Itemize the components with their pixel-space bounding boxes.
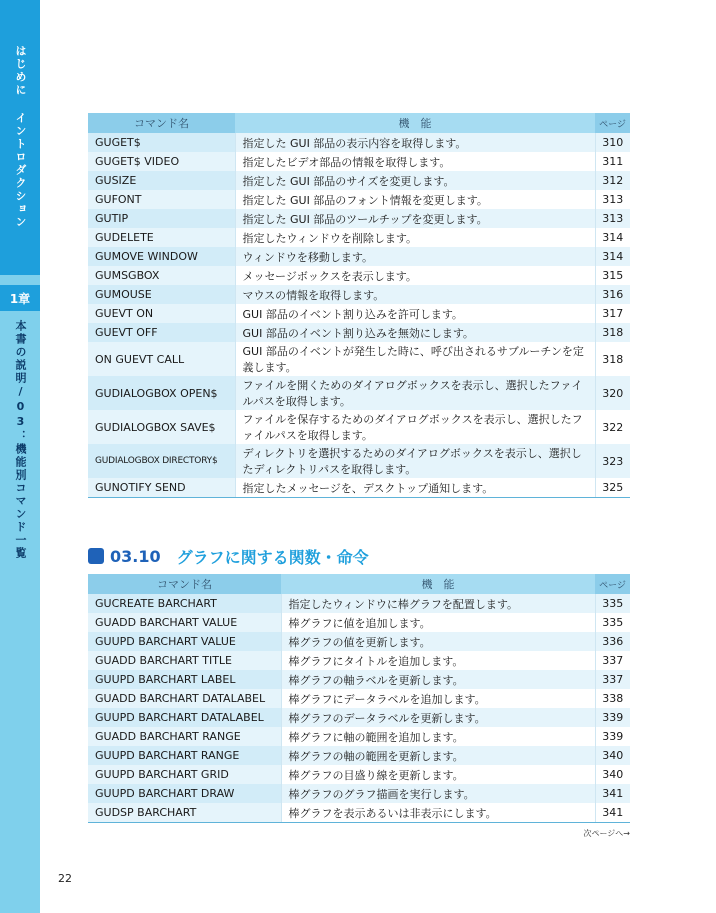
description-cell: 棒グラフに軸の範囲を追加します。 <box>281 727 595 746</box>
table-row <box>88 266 630 285</box>
description-cell: 棒グラフに値を追加します。 <box>281 613 595 632</box>
header-function: 機 能 <box>235 113 595 133</box>
command-cell: GUDELETE <box>88 228 235 247</box>
page-cell: 335 <box>595 613 630 632</box>
command-cell: GUCREATE BARCHART <box>88 594 281 613</box>
table-header <box>88 113 630 133</box>
table-row <box>88 478 630 498</box>
command-cell: GUGET$ VIDEO <box>88 152 235 171</box>
command-cell: GUADD BARCHART VALUE <box>88 613 281 632</box>
description-cell: マウスの情報を取得します。 <box>235 285 595 304</box>
description-cell: 指定した GUI 部品のツールチップを変更します。 <box>235 209 595 228</box>
continued-note: 次ページへ→ <box>583 829 630 838</box>
side-tab-bar <box>0 0 40 913</box>
page-cell: 341 <box>595 803 630 823</box>
command-cell: GUUPD BARCHART RANGE <box>88 746 281 765</box>
description-cell: 棒グラフにタイトルを追加します。 <box>281 651 595 670</box>
description-cell: ファイルを開くためのダイアログボックスを表示し、選択したファイルパスを取得します。 <box>235 376 595 410</box>
command-cell: GUDIALOGBOX DIRECTORY$ <box>88 444 235 478</box>
command-cell: GUTIP <box>88 209 235 228</box>
description-cell: メッセージボックスを表示します。 <box>235 266 595 285</box>
section-title: グラフに関する関数・命令 <box>176 547 369 567</box>
description-cell: 指定した GUI 部品のフォント情報を変更します。 <box>235 190 595 209</box>
header-page: ページ <box>595 574 630 594</box>
table-row <box>88 803 630 823</box>
command-cell: GUMSGBOX <box>88 266 235 285</box>
description-cell: 指定したビデオ部品の情報を取得します。 <box>235 152 595 171</box>
page-cell: 320 <box>595 376 630 410</box>
section-heading <box>88 546 369 566</box>
page-cell: 335 <box>595 594 630 613</box>
table-row <box>88 152 630 171</box>
page-cell: 322 <box>595 410 630 444</box>
page-cell: 315 <box>595 266 630 285</box>
page-cell: 311 <box>595 152 630 171</box>
page-cell: 310 <box>595 133 630 152</box>
page-cell: 340 <box>595 746 630 765</box>
table-row <box>88 708 630 727</box>
description-cell: 指定したメッセージを、デスクトップ通知します。 <box>235 478 595 498</box>
table-row <box>88 613 630 632</box>
page-cell: 314 <box>595 228 630 247</box>
table-row <box>88 342 630 376</box>
description-cell: GUI 部品のイベント割り込みを無効にします。 <box>235 323 595 342</box>
table-row <box>88 376 630 410</box>
table-row <box>88 784 630 803</box>
table-header <box>88 574 630 594</box>
command-cell: GUDIALOGBOX OPEN$ <box>88 376 235 410</box>
command-table-2 <box>88 574 630 823</box>
page-cell: 337 <box>595 670 630 689</box>
page-cell: 318 <box>595 323 630 342</box>
table-row <box>88 727 630 746</box>
description-cell: ディレクトリを選択するためのダイアログボックスを表示し、選択したディレクトリパスを取得します。 <box>235 444 595 478</box>
table-row <box>88 228 630 247</box>
table-row <box>88 304 630 323</box>
command-cell: GUNOTIFY SEND <box>88 478 235 498</box>
command-cell: GUGET$ <box>88 133 235 152</box>
table-row <box>88 285 630 304</box>
description-cell: ウィンドウを移動します。 <box>235 247 595 266</box>
command-cell: GUDIALOGBOX SAVE$ <box>88 410 235 444</box>
description-cell: 棒グラフのデータラベルを更新します。 <box>281 708 595 727</box>
header-function: 機 能 <box>281 574 595 594</box>
description-cell: 棒グラフのグラフ描画を実行します。 <box>281 784 595 803</box>
page-cell: 313 <box>595 190 630 209</box>
header-command: コマンド名 <box>88 113 235 133</box>
table-row <box>88 765 630 784</box>
page-cell: 313 <box>595 209 630 228</box>
page-cell: 314 <box>595 247 630 266</box>
command-cell: GUADD BARCHART TITLE <box>88 651 281 670</box>
table-body <box>88 133 630 498</box>
description-cell: 棒グラフの軸ラベルを更新します。 <box>281 670 595 689</box>
description-cell: 棒グラフの目盛り線を更新します。 <box>281 765 595 784</box>
table-row <box>88 670 630 689</box>
command-cell: GUFONT <box>88 190 235 209</box>
command-cell: GUUPD BARCHART LABEL <box>88 670 281 689</box>
description-cell: 棒グラフの値を更新します。 <box>281 632 595 651</box>
page-cell: 340 <box>595 765 630 784</box>
table-row <box>88 594 630 613</box>
header-page: ページ <box>595 113 630 133</box>
page-cell: 318 <box>595 342 630 376</box>
description-cell: 指定したウィンドウを削除します。 <box>235 228 595 247</box>
table-row <box>88 651 630 670</box>
description-cell: 棒グラフの軸の範囲を更新します。 <box>281 746 595 765</box>
table-row <box>88 209 630 228</box>
section-number: 03.10 <box>110 546 161 566</box>
command-cell: GUMOUSE <box>88 285 235 304</box>
command-cell: GUUPD BARCHART DRAW <box>88 784 281 803</box>
command-cell: GUADD BARCHART RANGE <box>88 727 281 746</box>
page-cell: 325 <box>595 478 630 498</box>
command-cell: GUMOVE WINDOW <box>88 247 235 266</box>
description-cell: 棒グラフを表示あるいは非表示にします。 <box>281 803 595 823</box>
page-cell: 323 <box>595 444 630 478</box>
command-cell: ON GUEVT CALL <box>88 342 235 376</box>
description-cell: ファイルを保存するためのダイアログボックスを表示し、選択したファイルパスを取得します。 <box>235 410 595 444</box>
command-cell: GUDSP BARCHART <box>88 803 281 823</box>
intro-side-label: はじめに イントロダクション <box>14 45 27 229</box>
page-cell: 317 <box>595 304 630 323</box>
table-row <box>88 444 630 478</box>
page-cell: 337 <box>595 651 630 670</box>
table-row <box>88 323 630 342</box>
chapter-side-label: 本書の説明/03：機能別コマンド一覧 <box>14 320 27 560</box>
header-command: コマンド名 <box>88 574 281 594</box>
description-cell: 指定した GUI 部品の表示内容を取得します。 <box>235 133 595 152</box>
page-cell: 312 <box>595 171 630 190</box>
description-cell: 指定したウィンドウに棒グラフを配置します。 <box>281 594 595 613</box>
command-cell: GUEVT ON <box>88 304 235 323</box>
command-cell: GUEVT OFF <box>88 323 235 342</box>
description-cell: 棒グラフにデータラベルを追加します。 <box>281 689 595 708</box>
table-row <box>88 133 630 152</box>
command-cell: GUUPD BARCHART VALUE <box>88 632 281 651</box>
command-cell: GUSIZE <box>88 171 235 190</box>
command-cell: GUUPD BARCHART GRID <box>88 765 281 784</box>
chapter-tab: 1章 <box>0 285 40 311</box>
description-cell: GUI 部品のイベントが発生した時に、呼び出されるサブルーチンを定義します。 <box>235 342 595 376</box>
page-cell: 336 <box>595 632 630 651</box>
table-row <box>88 746 630 765</box>
description-cell: GUI 部品のイベント割り込みを許可します。 <box>235 304 595 323</box>
command-cell: GUADD BARCHART DATALABEL <box>88 689 281 708</box>
page-number: 22 <box>58 872 72 885</box>
description-cell: 指定した GUI 部品のサイズを変更します。 <box>235 171 595 190</box>
page-cell: 316 <box>595 285 630 304</box>
table-row <box>88 632 630 651</box>
page-cell: 338 <box>595 689 630 708</box>
section-marker-icon <box>88 548 104 564</box>
table-row <box>88 247 630 266</box>
command-cell: GUUPD BARCHART DATALABEL <box>88 708 281 727</box>
page-cell: 339 <box>595 708 630 727</box>
table-row <box>88 190 630 209</box>
page-cell: 339 <box>595 727 630 746</box>
table-row <box>88 410 630 444</box>
table-row <box>88 171 630 190</box>
command-table-1 <box>88 113 630 498</box>
page-cell: 341 <box>595 784 630 803</box>
table-body <box>88 594 630 823</box>
table-row <box>88 689 630 708</box>
